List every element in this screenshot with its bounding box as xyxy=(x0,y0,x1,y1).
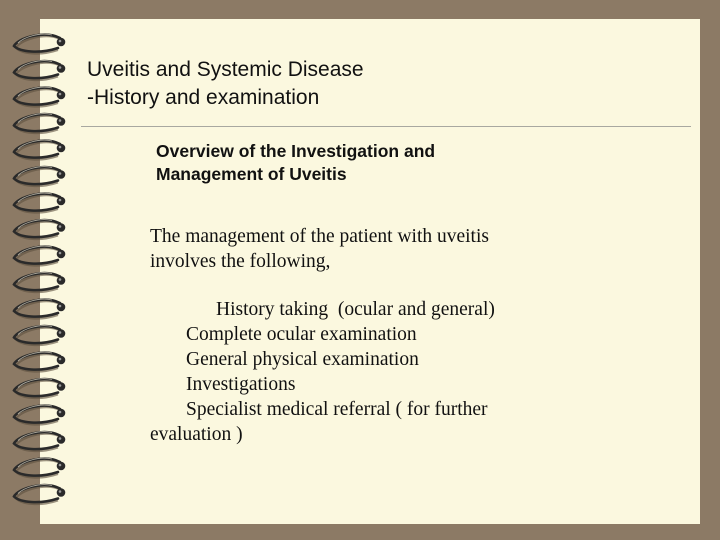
slide-title-line-2: -History and examination xyxy=(87,86,320,109)
intro-paragraph xyxy=(150,224,489,274)
spiral-ring-icon xyxy=(14,220,65,240)
spiral-ring-icon xyxy=(14,246,65,266)
intro-line-2: involves the following, xyxy=(150,251,331,272)
section-heading xyxy=(156,140,435,186)
spiral-binding-icon xyxy=(0,0,80,540)
spiral-ring-icon xyxy=(14,61,65,81)
spiral-ring-icon xyxy=(14,299,65,319)
list-item: History taking (ocular and general) xyxy=(216,299,495,320)
section-heading-line-1: Overview of the Investigation and xyxy=(156,141,436,161)
spiral-ring-icon xyxy=(14,114,65,134)
spiral-ring-icon xyxy=(14,34,65,54)
slide-title xyxy=(87,56,364,112)
spiral-ring-icon xyxy=(14,140,65,160)
spiral-ring-icon xyxy=(14,485,65,505)
spiral-ring-icon xyxy=(14,167,65,187)
list-item: General physical examination xyxy=(186,349,419,370)
spiral-ring-icon xyxy=(14,379,65,399)
spiral-ring-icon xyxy=(14,273,65,293)
spiral-ring-icon xyxy=(14,458,65,478)
spiral-ring-icon xyxy=(14,326,65,346)
list-item-continuation: evaluation ) xyxy=(150,424,243,445)
management-list xyxy=(150,297,495,447)
list-item: Investigations xyxy=(186,374,296,395)
spiral-ring-icon xyxy=(14,432,65,452)
list-item: Complete ocular examination xyxy=(186,324,417,345)
section-heading-line-2: Management of Uveitis xyxy=(156,164,347,184)
spiral-ring-icon xyxy=(14,405,65,425)
spiral-ring-icon xyxy=(14,193,65,213)
spiral-ring-icon xyxy=(14,87,65,107)
title-divider xyxy=(81,126,691,127)
list-item: Specialist medical referral ( for further xyxy=(186,399,488,420)
spiral-ring-icon xyxy=(14,352,65,372)
intro-line-1: The management of the patient with uveitis xyxy=(150,226,489,247)
slide-title-line-1: Uveitis and Systemic Disease xyxy=(87,58,364,81)
